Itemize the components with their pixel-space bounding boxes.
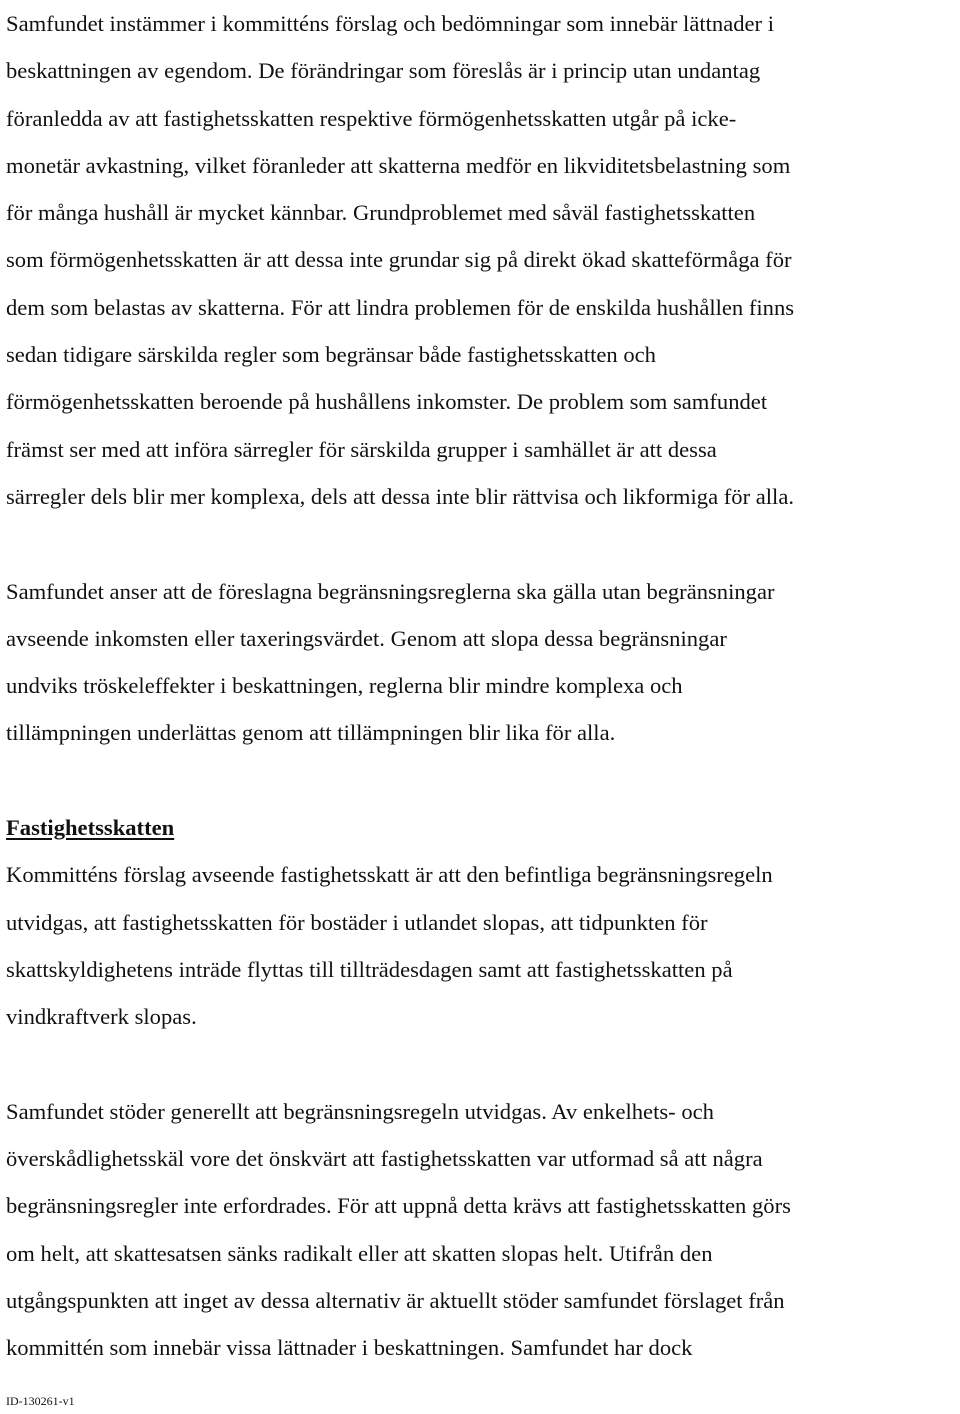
text-line: Samfundet anser att de föreslagna begränsningsreglerna ska gälla utan begränsningar: [6, 578, 775, 604]
text-line: utvidgas, att fastighetsskatten för bostäder i utlandet slopas, att tidpunkten för: [6, 909, 708, 935]
paragraph-2: [6, 568, 956, 757]
text-line: Kommitténs förslag avseende fastighetsskatt är att den befintliga begränsningsregeln: [6, 862, 773, 888]
text-line: undviks tröskeleffekter i beskattningen, reglerna blir mindre komplexa och: [6, 673, 683, 699]
paragraph-spacer: [6, 757, 956, 804]
document-id-footer: ID-130261-v1: [6, 1394, 75, 1408]
text-line: särregler dels blir mer komplexa, dels att dessa inte blir rättvisa och likformiga för alla.: [6, 483, 795, 509]
paragraph-4: [6, 1088, 956, 1372]
text-line: som förmögenhetsskatten är att dessa inte grundar sig på direkt ökad skatteförmåga för: [6, 247, 792, 273]
text-line: om helt, att skattesatsen sänks radikalt eller att skatten slopas helt. Utifrån den: [6, 1240, 713, 1266]
text-line: överskådlighetsskäl vore det önskvärt att fastighetsskatten var utformad så att några: [6, 1146, 763, 1172]
text-line: kommittén som innebär vissa lättnader i beskattningen. Samfundet har dock: [6, 1335, 693, 1361]
text-line: förmögenhetsskatten beroende på hushållens inkomster. De problem som samfundet: [6, 389, 768, 415]
text-line: främst ser med att införa särregler för särskilda grupper i samhället är att dessa: [6, 436, 717, 462]
text-line: Samfundet instämmer i kommitténs förslag och bedömningar som innebär lättnader i: [6, 11, 775, 36]
paragraph-spacer: [6, 520, 956, 567]
text-line: tillämpningen underlättas genom att tillämpningen blir lika för alla.: [6, 720, 616, 746]
text-line: sedan tidigare särskilda regler som begränsar både fastighetsskatten och: [6, 342, 656, 368]
text-line: skattskyldighetens inträde flyttas till tillträdesdagen samt att fastighetsskatten på: [6, 956, 733, 982]
paragraph-spacer: [6, 1041, 956, 1088]
text-line: för många hushåll är mycket kännbar. Grundproblemet med såväl fastighetsskatten: [6, 200, 756, 226]
text-line: utgångspunkten att inget av dessa alternativ är aktuellt stöder samfundet förslaget från: [6, 1288, 785, 1314]
text-line: Samfundet stöder generellt att begränsningsregeln utvidgas. Av enkelhets- och: [6, 1098, 714, 1124]
text-line: monetär avkastning, vilket föranleder att skatterna medför en likviditetsbelastning som: [6, 152, 791, 178]
text-line: föranledda av att fastighetsskatten respektive förmögenhetsskatten utgår på icke-: [6, 105, 737, 131]
paragraph-3: [6, 851, 956, 1040]
text-line: beskattningen av egendom. De förändringar som föreslås är i princip utan undantag: [6, 58, 761, 84]
text-line: dem som belastas av skatterna. För att lindra problemen för de enskilda hushållen finns: [6, 294, 795, 320]
text-line: avseende inkomsten eller taxeringsvärdet. Genom att slopa dessa begränsningar: [6, 625, 727, 651]
text-line: vindkraftverk slopas.: [6, 1004, 197, 1030]
document-page: [6, 0, 956, 1372]
paragraph-1: [6, 0, 956, 520]
section-heading: Fastighetsskatten: [6, 815, 175, 841]
text-line: begränsningsregler inte erfordrades. För att uppnå detta krävs att fastighetsskatten görs: [6, 1193, 791, 1219]
